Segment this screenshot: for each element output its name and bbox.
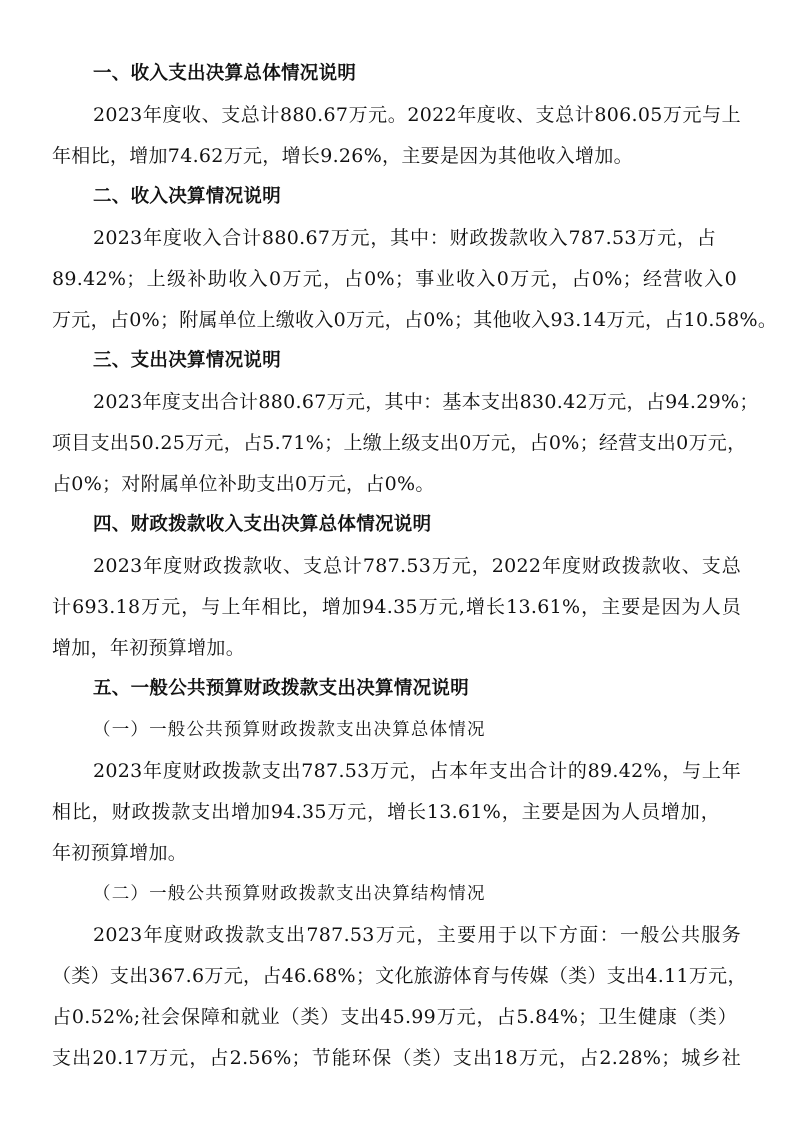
section-heading-3: 三、支出决算情况说明 [93,350,282,371]
paragraph-line: 2023年度收入合计880.67万元，其中：财政拨款收入787.53万元，占 [93,227,716,249]
paragraph-line: 占0%；对附属单位补助支出0万元，占0%。 [52,473,435,495]
paragraph-line: 2023年度财政拨款收、支总计787.53万元，2022年度财政拨款收、支总 [93,555,741,577]
paragraph-line: 2023年度收、支总计880.67万元。2022年度收、支总计806.05万元与上 [93,104,741,126]
paragraph-line: 占0.52%;社会保障和就业（类）支出45.99万元，占5.84%；卫生健康（类） [52,1006,737,1028]
subsection-heading-1: （一）一般公共预算财政拨款支出决算总体情况 [93,720,486,740]
paragraph-line: 万元，占0%；附属单位上缴收入0万元，占0%；其他收入93.14万元，占10.58%。 [52,309,778,331]
paragraph-line: 年初预算增加。 [52,842,188,864]
section-heading-1: 一、收入支出决算总体情况说明 [93,63,357,84]
section-heading-2: 二、收入决算情况说明 [93,186,282,207]
section-heading-4: 四、财政拨款收入支出决算总体情况说明 [93,514,432,535]
paragraph-line: 2023年度财政拨款支出787.53万元，占本年支出合计的89.42%，与上年 [93,760,741,782]
paragraph-line: 增加，年初预算增加。 [52,637,246,659]
paragraph-line: 相比，财政拨款支出增加94.35万元，增长13.61%，主要是因为人员增加， [52,801,720,823]
subsection-heading-2: （二）一般公共预算财政拨款支出决算结构情况 [93,884,486,904]
paragraph-line: 支出20.17万元，占2.56%；节能环保（类）支出18万元，占2.28%；城乡社 [52,1047,741,1069]
paragraph-line: （类）支出367.6万元，占46.68%；文化旅游体育与传媒（类）支出4.11万元， [52,965,747,987]
paragraph-line: 项目支出50.25万元，占5.71%；上缴上级支出0万元，占0%；经营支出0万元， [52,432,747,454]
paragraph-line: 2023年度财政拨款支出787.53万元，主要用于以下方面：一般公共服务 [93,924,741,946]
paragraph-line: 计693.18万元，与上年相比，增加94.35万元,增长13.61%，主要是因为人员 [52,596,741,618]
section-heading-5: 五、一般公共预算财政拨款支出决算情况说明 [93,678,470,699]
paragraph-line: 年相比，增加74.62万元，增长9.26%，主要是因为其他收入增加。 [52,145,633,167]
paragraph-line: 2023年度支出合计880.67万元，其中：基本支出830.42万元，占94.29%； [93,391,759,413]
paragraph-line: 89.42%；上级补助收入0万元，占0%；事业收入0万元，占0%；经营收入0 [52,268,737,290]
